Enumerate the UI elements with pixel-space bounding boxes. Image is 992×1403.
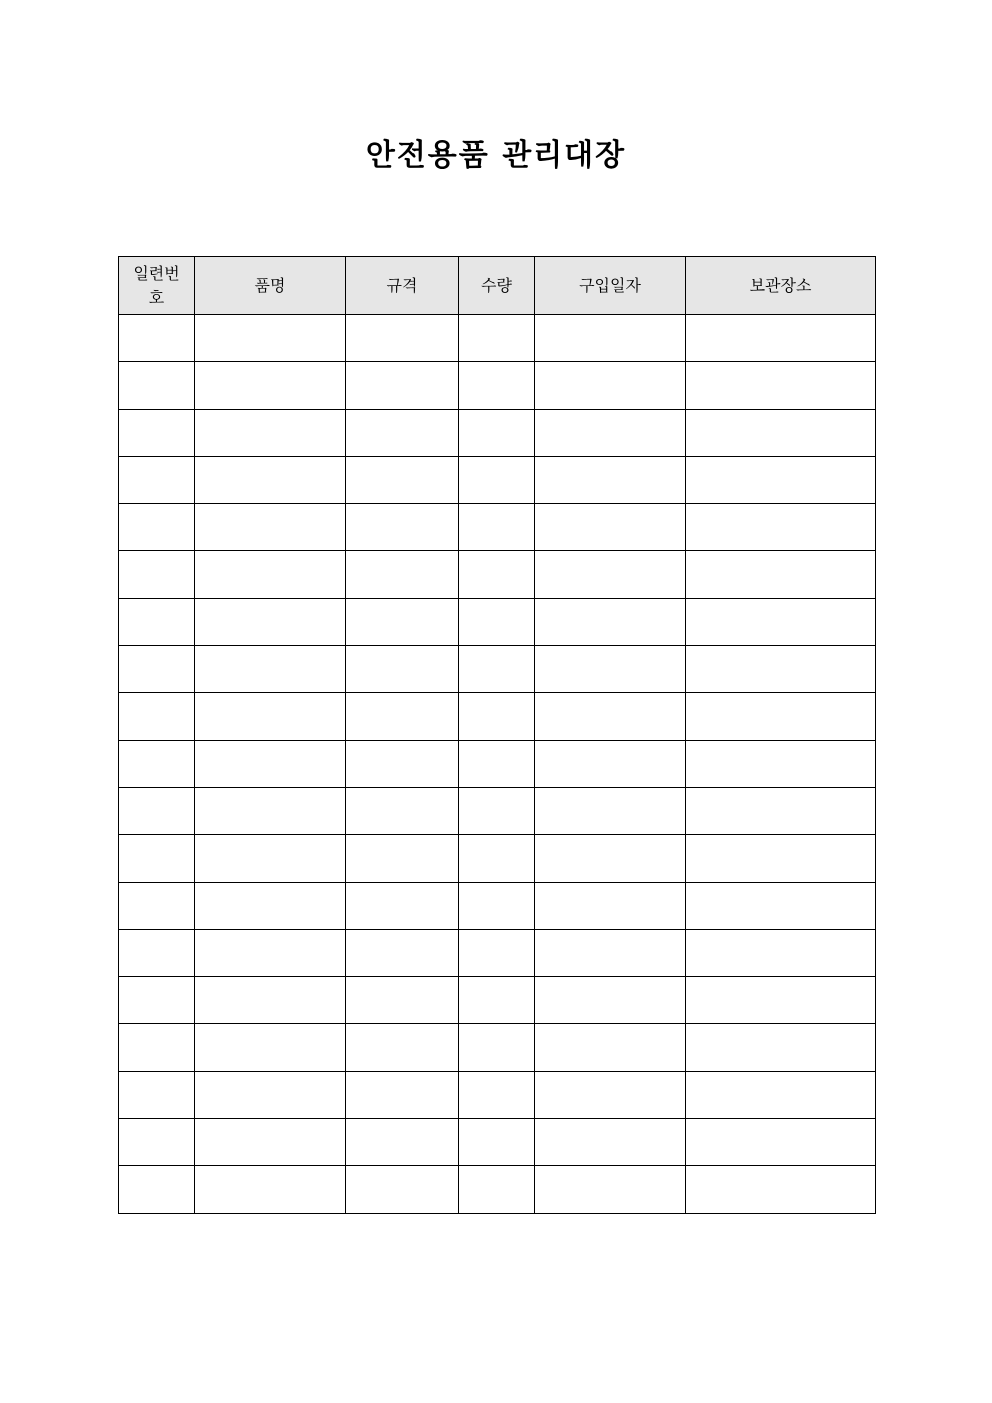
table-row [119, 1024, 876, 1071]
quantity-cell[interactable] [459, 977, 535, 1024]
quantity-cell[interactable] [459, 362, 535, 409]
item-name-cell[interactable] [195, 1119, 346, 1166]
quantity-cell[interactable] [459, 740, 535, 787]
specification-cell[interactable] [346, 409, 459, 456]
purchase-date-cell[interactable] [535, 504, 686, 551]
purchase-date-cell[interactable] [535, 646, 686, 693]
table-row [119, 977, 876, 1024]
table-row [119, 929, 876, 976]
serial-number-cell[interactable] [119, 740, 195, 787]
quantity-cell[interactable] [459, 409, 535, 456]
item-name-cell[interactable] [195, 835, 346, 882]
quantity-cell[interactable] [459, 929, 535, 976]
storage-location-cell[interactable] [686, 409, 876, 456]
purchase-date-cell[interactable] [535, 1119, 686, 1166]
storage-location-cell[interactable] [686, 551, 876, 598]
specification-cell[interactable] [346, 835, 459, 882]
purchase-date-cell[interactable] [535, 551, 686, 598]
table-row [119, 1119, 876, 1166]
header-quantity: 수량 [459, 257, 535, 315]
quantity-cell[interactable] [459, 1071, 535, 1118]
table-row [119, 409, 876, 456]
serial-number-cell[interactable] [119, 882, 195, 929]
serial-number-cell[interactable] [119, 646, 195, 693]
specification-cell[interactable] [346, 1024, 459, 1071]
header-specification: 규격 [346, 257, 459, 315]
purchase-date-cell[interactable] [535, 787, 686, 834]
quantity-cell[interactable] [459, 882, 535, 929]
serial-number-cell[interactable] [119, 409, 195, 456]
specification-cell[interactable] [346, 646, 459, 693]
specification-cell[interactable] [346, 1119, 459, 1166]
quantity-cell[interactable] [459, 787, 535, 834]
storage-location-cell[interactable] [686, 929, 876, 976]
item-name-cell[interactable] [195, 504, 346, 551]
quantity-cell[interactable] [459, 1166, 535, 1213]
specification-cell[interactable] [346, 1166, 459, 1213]
storage-location-cell[interactable] [686, 456, 876, 503]
item-name-cell[interactable] [195, 646, 346, 693]
serial-number-cell[interactable] [119, 504, 195, 551]
specification-cell[interactable] [346, 977, 459, 1024]
table-header-row [119, 257, 876, 315]
item-name-cell[interactable] [195, 1024, 346, 1071]
specification-cell[interactable] [346, 315, 459, 362]
storage-location-cell[interactable] [686, 1071, 876, 1118]
item-name-cell[interactable] [195, 315, 346, 362]
storage-location-cell[interactable] [686, 362, 876, 409]
item-name-cell[interactable] [195, 409, 346, 456]
quantity-cell[interactable] [459, 504, 535, 551]
header-serial-number: 일련번호 [119, 257, 195, 315]
purchase-date-cell[interactable] [535, 1166, 686, 1213]
serial-number-cell[interactable] [119, 787, 195, 834]
serial-number-cell[interactable] [119, 1166, 195, 1213]
storage-location-cell[interactable] [686, 646, 876, 693]
header-storage-location: 보관장소 [686, 257, 876, 315]
safety-supplies-ledger-table [118, 256, 876, 1214]
item-name-cell[interactable] [195, 929, 346, 976]
item-name-cell[interactable] [195, 1071, 346, 1118]
quantity-cell[interactable] [459, 835, 535, 882]
specification-cell[interactable] [346, 362, 459, 409]
item-name-cell[interactable] [195, 787, 346, 834]
serial-number-cell[interactable] [119, 362, 195, 409]
storage-location-cell[interactable] [686, 315, 876, 362]
purchase-date-cell[interactable] [535, 456, 686, 503]
item-name-cell[interactable] [195, 1166, 346, 1213]
purchase-date-cell[interactable] [535, 315, 686, 362]
table-row [119, 1071, 876, 1118]
specification-cell[interactable] [346, 882, 459, 929]
storage-location-cell[interactable] [686, 504, 876, 551]
quantity-cell[interactable] [459, 1119, 535, 1166]
specification-cell[interactable] [346, 1071, 459, 1118]
purchase-date-cell[interactable] [535, 740, 686, 787]
table-row [119, 646, 876, 693]
serial-number-cell[interactable] [119, 456, 195, 503]
quantity-cell[interactable] [459, 456, 535, 503]
table-row [119, 315, 876, 362]
serial-number-cell[interactable] [119, 315, 195, 362]
purchase-date-cell[interactable] [535, 693, 686, 740]
item-name-cell[interactable] [195, 977, 346, 1024]
quantity-cell[interactable] [459, 551, 535, 598]
serial-number-cell[interactable] [119, 835, 195, 882]
serial-number-cell[interactable] [119, 977, 195, 1024]
item-name-cell[interactable] [195, 362, 346, 409]
purchase-date-cell[interactable] [535, 977, 686, 1024]
table-row [119, 598, 876, 645]
header-item-name: 품명 [195, 257, 346, 315]
serial-number-cell[interactable] [119, 551, 195, 598]
specification-cell[interactable] [346, 740, 459, 787]
specification-cell[interactable] [346, 504, 459, 551]
storage-location-cell[interactable] [686, 787, 876, 834]
quantity-cell[interactable] [459, 1024, 535, 1071]
storage-location-cell[interactable] [686, 598, 876, 645]
table-row [119, 835, 876, 882]
header-purchase-date: 구입일자 [535, 257, 686, 315]
item-name-cell[interactable] [195, 693, 346, 740]
serial-number-cell[interactable] [119, 598, 195, 645]
item-name-cell[interactable] [195, 598, 346, 645]
table-row [119, 740, 876, 787]
serial-number-cell[interactable] [119, 1119, 195, 1166]
storage-location-cell[interactable] [686, 740, 876, 787]
quantity-cell[interactable] [459, 693, 535, 740]
quantity-cell[interactable] [459, 646, 535, 693]
item-name-cell[interactable] [195, 456, 346, 503]
serial-number-cell[interactable] [119, 1024, 195, 1071]
quantity-cell[interactable] [459, 315, 535, 362]
item-name-cell[interactable] [195, 740, 346, 787]
specification-cell[interactable] [346, 787, 459, 834]
item-name-cell[interactable] [195, 551, 346, 598]
purchase-date-cell[interactable] [535, 598, 686, 645]
storage-location-cell[interactable] [686, 1166, 876, 1213]
specification-cell[interactable] [346, 551, 459, 598]
specification-cell[interactable] [346, 693, 459, 740]
serial-number-cell[interactable] [119, 693, 195, 740]
purchase-date-cell[interactable] [535, 1071, 686, 1118]
specification-cell[interactable] [346, 598, 459, 645]
storage-location-cell[interactable] [686, 977, 876, 1024]
purchase-date-cell[interactable] [535, 835, 686, 882]
purchase-date-cell[interactable] [535, 362, 686, 409]
storage-location-cell[interactable] [686, 1024, 876, 1071]
table-row [119, 551, 876, 598]
table-row [119, 882, 876, 929]
purchase-date-cell[interactable] [535, 1024, 686, 1071]
item-name-cell[interactable] [195, 882, 346, 929]
specification-cell[interactable] [346, 456, 459, 503]
table-row [119, 693, 876, 740]
purchase-date-cell[interactable] [535, 929, 686, 976]
table-row [119, 787, 876, 834]
table-row [119, 1166, 876, 1213]
storage-location-cell[interactable] [686, 882, 876, 929]
purchase-date-cell[interactable] [535, 882, 686, 929]
table-body [119, 315, 876, 1214]
storage-location-cell[interactable] [686, 693, 876, 740]
document-title: 안전용품 관리대장 [365, 138, 627, 173]
purchase-date-cell[interactable] [535, 409, 686, 456]
table-row [119, 456, 876, 503]
storage-location-cell[interactable] [686, 1119, 876, 1166]
specification-cell[interactable] [346, 929, 459, 976]
table-row [119, 504, 876, 551]
serial-number-cell[interactable] [119, 1071, 195, 1118]
storage-location-cell[interactable] [686, 835, 876, 882]
serial-number-cell[interactable] [119, 929, 195, 976]
quantity-cell[interactable] [459, 598, 535, 645]
table-row [119, 362, 876, 409]
